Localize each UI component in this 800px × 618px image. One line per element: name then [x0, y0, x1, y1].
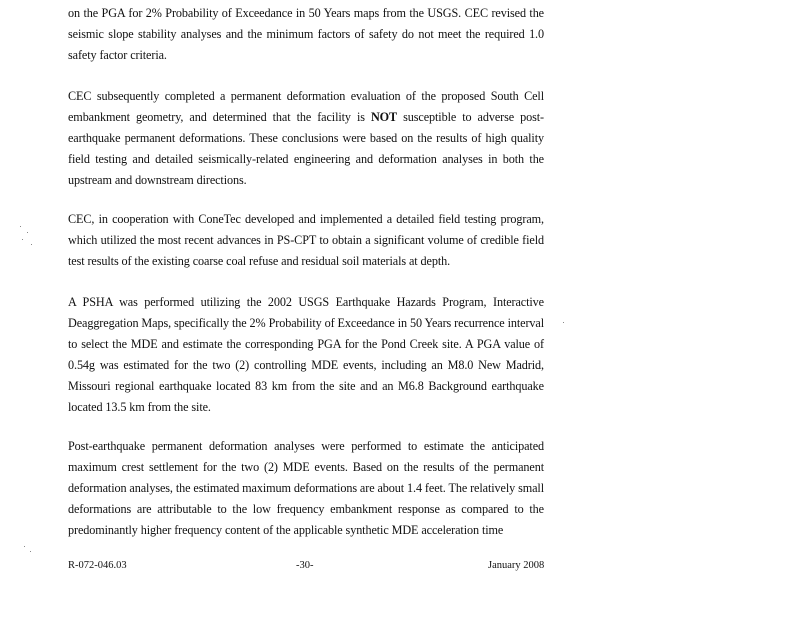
footer-date: January 2008 [488, 560, 545, 571]
scan-speck [563, 322, 564, 323]
emphasis-not: NOT [370, 110, 398, 124]
footer-report-number: R-072-046.03 [68, 560, 127, 571]
paragraph-post-earthquake [68, 436, 544, 541]
scan-speck [22, 239, 23, 240]
scan-speck [20, 226, 21, 227]
paragraph-text: on the PGA for 2% Probability of Exceedance in 50 Years maps from the USGS. CEC revised the seismic slope stability analyses and the minimum factors of safety do not meet the required 1.0 safety factor criteria. [68, 6, 544, 62]
paragraph-psha [68, 292, 544, 418]
paragraph-text: CEC subsequently completed a permanent deformation evaluation of the proposed South Cell embankment geometry, and determined that the facility is [68, 89, 544, 124]
paragraph-text: CEC, in cooperation with ConeTec developed and implemented a detailed field testing program, which utilized the most recent advances in PS-CPT to obtain a significant volume of credible field test results of the existing coarse coal refuse and residual soil materials at depth. [68, 212, 544, 268]
paragraph-text: Post-earthquake permanent deformation analyses were performed to estimate the anticipated maximum crest settlement for the two (2) MDE events. Based on the results of the permanent deformation analyses, the estimated maximum deformations are about 1.4 feet. The relatively small deformations are attributable to the low frequency embankment response as compared to the predominantly higher frequency content of the applicable synthetic MDE acceleration time [68, 439, 544, 537]
paragraph-text: A PSHA was performed utilizing the 2002 USGS Earthquake Hazards Program, Interactive Deaggregation Maps, specifically the 2% Probability of Exceedance in 50 Years recurrence interval to select the MDE and estimate the corresponding PGA for the Pond Creek site. A PGA value of 0.54g was estimated for the two (2) controlling MDE events, including an M8.0 New Madrid, Missouri regional earthquake located 83 km from the site and an M6.8 Background earthquake located 13.5 km from the site. [68, 295, 544, 414]
scan-speck [31, 244, 32, 245]
paragraph-seismic-revision [68, 3, 544, 66]
paragraph-text-continued: susceptible to adverse post-earthquake permanent deformations. These conclusions were based on the results of high quality field testing and detailed seismically-related engineering and deformation analyses in both the upstream and downstream directions. [68, 110, 544, 187]
scan-speck [24, 546, 25, 547]
paragraph-deformation-evaluation [68, 86, 544, 191]
scan-speck [27, 232, 28, 233]
paragraph-field-testing [68, 209, 544, 272]
scan-speck [30, 551, 31, 552]
footer-page-number: -30- [296, 560, 314, 571]
